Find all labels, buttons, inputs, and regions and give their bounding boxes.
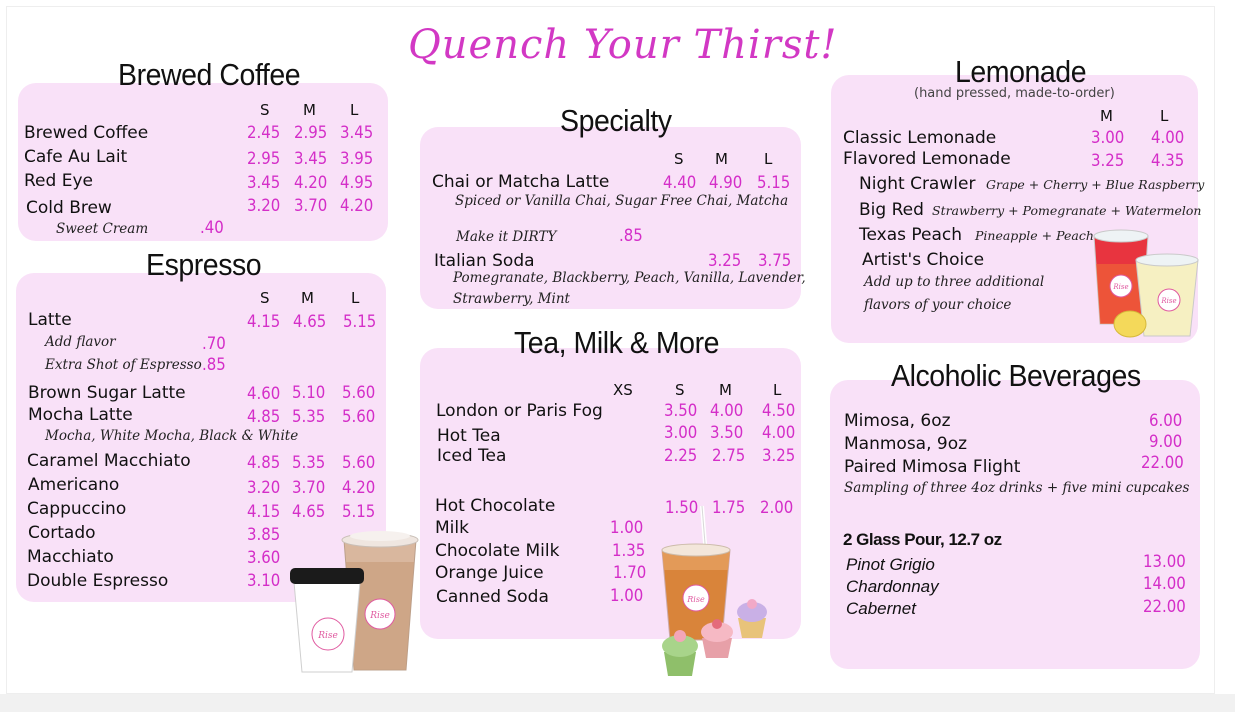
item-name: Orange Juice bbox=[435, 563, 544, 583]
price-s: 4.60 bbox=[247, 384, 281, 404]
price-m: 3.25 bbox=[1091, 151, 1125, 171]
price-l: 5.15 bbox=[342, 502, 376, 522]
wine-name: Cabernet bbox=[846, 599, 916, 618]
cup-logo-text: Rise bbox=[318, 631, 338, 641]
item-name: Iced Tea bbox=[437, 446, 507, 466]
price-l: 4.50 bbox=[762, 401, 796, 421]
addon-name: Add flavor bbox=[45, 334, 116, 350]
flavor-name: Big Red bbox=[859, 200, 924, 220]
item-name: Caramel Macchiato bbox=[27, 451, 191, 471]
price-s: 4.15 bbox=[247, 312, 281, 332]
price-l: 4.20 bbox=[342, 478, 376, 498]
price-l: 3.75 bbox=[758, 251, 792, 271]
espresso-header: Espresso bbox=[146, 247, 262, 282]
flavor-description: Strawberry + Pomegranate + Watermelon bbox=[932, 203, 1202, 218]
price-xs: 1.00 bbox=[610, 586, 644, 606]
size-s: S bbox=[260, 289, 270, 307]
price-m: 2.75 bbox=[712, 446, 746, 466]
soda-description: Pomegranate, Blackberry, Peach, Vanilla, Lavender, bbox=[453, 270, 806, 286]
lemonade-cups-image bbox=[1090, 224, 1202, 342]
price-l: 3.95 bbox=[340, 149, 374, 169]
item-price: 9.00 bbox=[1149, 432, 1183, 452]
artist-description: flavors of your choice bbox=[864, 297, 1012, 313]
item-name: Red Eye bbox=[24, 171, 93, 191]
bottom-strip bbox=[0, 694, 1235, 712]
flavor-description: Pineapple + Peach bbox=[975, 228, 1094, 243]
price-s: 4.85 bbox=[247, 453, 281, 473]
price-s: 3.60 bbox=[247, 548, 281, 568]
size-xs: XS bbox=[613, 381, 633, 399]
price-m: 4.65 bbox=[292, 502, 326, 522]
item-name: Cafe Au Lait bbox=[24, 147, 128, 167]
price-s: 1.50 bbox=[665, 498, 699, 518]
price-m: 3.70 bbox=[294, 196, 328, 216]
flavor-description: Grape + Cherry + Blue Raspberry bbox=[986, 177, 1205, 192]
price-m: 4.90 bbox=[709, 173, 743, 193]
addon-price: .70 bbox=[202, 334, 226, 354]
cup-logo-text: Rise bbox=[687, 595, 705, 604]
cup-logo-text: Rise bbox=[1113, 283, 1129, 291]
dirty-addon: Make it DIRTY bbox=[456, 229, 557, 245]
item-name: Canned Soda bbox=[436, 587, 549, 607]
brewed-coffee-header: Brewed Coffee bbox=[118, 57, 301, 92]
iced-tea-cupcakes-image bbox=[658, 500, 778, 680]
size-m: M bbox=[719, 381, 732, 399]
price-s: 3.85 bbox=[247, 525, 281, 545]
price-s: 2.45 bbox=[247, 123, 281, 143]
size-m: M bbox=[303, 101, 316, 119]
item-name: Milk bbox=[435, 518, 469, 538]
price-m: 2.95 bbox=[294, 123, 328, 143]
item-name: London or Paris Fog bbox=[436, 401, 603, 421]
price-l: 5.60 bbox=[342, 383, 376, 403]
addon-name: Sweet Cream bbox=[56, 221, 149, 237]
item-name: Macchiato bbox=[27, 547, 114, 567]
artist-description: Add up to three additional bbox=[864, 274, 1045, 290]
item-name: Double Espresso bbox=[27, 571, 169, 591]
wine-price: 13.00 bbox=[1143, 552, 1186, 572]
cup-logo-text: Rise bbox=[370, 611, 390, 621]
item-name: Brown Sugar Latte bbox=[28, 383, 186, 403]
item-name: Americano bbox=[28, 475, 120, 495]
price-l: 4.00 bbox=[762, 423, 796, 443]
coffee-cups-image bbox=[288, 522, 428, 682]
item-name: Classic Lemonade bbox=[843, 128, 997, 148]
item-name: Cappuccino bbox=[27, 499, 127, 519]
item-name: Cortado bbox=[28, 523, 96, 543]
size-m: M bbox=[715, 150, 728, 168]
price-m: 5.35 bbox=[292, 453, 326, 473]
price-m: 3.45 bbox=[294, 149, 328, 169]
size-s: S bbox=[674, 150, 684, 168]
price-m: 3.25 bbox=[708, 251, 742, 271]
item-name: Chai or Matcha Latte bbox=[432, 172, 610, 192]
item-name: Mimosa, 6oz bbox=[844, 411, 951, 431]
price-l: 4.95 bbox=[340, 173, 374, 193]
soda-description: Strawberry, Mint bbox=[453, 291, 570, 307]
price-m: 1.75 bbox=[712, 498, 746, 518]
addon-price: .40 bbox=[200, 218, 224, 238]
price-s: 2.25 bbox=[664, 446, 698, 466]
price-s: 4.85 bbox=[247, 407, 281, 427]
flight-description: Sampling of three 4oz drinks + five mini cupcakes bbox=[844, 480, 1190, 496]
price-m: 4.20 bbox=[294, 173, 328, 193]
price-s: 3.20 bbox=[247, 478, 281, 498]
price-m: 3.70 bbox=[292, 478, 326, 498]
price-s: 3.00 bbox=[664, 423, 698, 443]
item-name: Cold Brew bbox=[26, 198, 112, 218]
price-m: 4.00 bbox=[710, 401, 744, 421]
item-price: 22.00 bbox=[1141, 453, 1184, 473]
wine-name: Pinot Grigio bbox=[846, 555, 935, 574]
price-l: 5.60 bbox=[342, 407, 376, 427]
glass-pour-header: 2 Glass Pour, 12.7 oz bbox=[843, 530, 1002, 549]
size-l: L bbox=[350, 101, 359, 119]
item-name: Paired Mimosa Flight bbox=[844, 457, 1021, 477]
wine-name: Chardonnay bbox=[846, 577, 939, 596]
price-l: 5.15 bbox=[757, 173, 791, 193]
size-m: M bbox=[301, 289, 314, 307]
price-s: 3.50 bbox=[664, 401, 698, 421]
lemonade-subtitle: (hand pressed, made-to-order) bbox=[914, 86, 1115, 101]
lemonade-header: Lemonade bbox=[955, 54, 1087, 89]
price-l: 2.00 bbox=[760, 498, 794, 518]
item-name: Brewed Coffee bbox=[24, 123, 149, 143]
wine-price: 14.00 bbox=[1143, 574, 1186, 594]
size-s: S bbox=[260, 101, 270, 119]
price-l: 5.60 bbox=[342, 453, 376, 473]
price-l: 3.25 bbox=[762, 446, 796, 466]
price-xs: 1.35 bbox=[612, 541, 646, 561]
item-name: Hot Tea bbox=[437, 426, 501, 446]
size-l: L bbox=[764, 150, 773, 168]
flavor-name: Texas Peach bbox=[859, 225, 963, 245]
size-l: L bbox=[351, 289, 360, 307]
size-l: L bbox=[1160, 107, 1169, 125]
item-name: Chocolate Milk bbox=[435, 541, 560, 561]
cup-logo-text: Rise bbox=[1161, 297, 1177, 305]
price-m: 5.35 bbox=[292, 407, 326, 427]
price-s: 3.20 bbox=[247, 196, 281, 216]
price-s: 3.10 bbox=[247, 571, 281, 591]
price-xs: 1.70 bbox=[613, 563, 647, 583]
mocha-description: Mocha, White Mocha, Black & White bbox=[45, 428, 299, 444]
price-m: 3.00 bbox=[1091, 128, 1125, 148]
item-name: Hot Chocolate bbox=[435, 496, 556, 516]
item-name: Italian Soda bbox=[434, 251, 535, 271]
chai-description: Spiced or Vanilla Chai, Sugar Free Chai, Matcha bbox=[455, 193, 789, 209]
addon-price: .85 bbox=[202, 355, 226, 375]
menu-title: Quench Your Thirst! bbox=[408, 22, 838, 68]
price-l: 5.15 bbox=[343, 312, 377, 332]
price-l: 4.20 bbox=[340, 196, 374, 216]
price-m: 3.50 bbox=[710, 423, 744, 443]
item-name: Mocha Latte bbox=[28, 405, 133, 425]
dirty-price: .85 bbox=[619, 226, 643, 246]
specialty-header: Specialty bbox=[560, 103, 672, 138]
size-s: S bbox=[675, 381, 685, 399]
price-s: 3.45 bbox=[247, 173, 281, 193]
item-name: Latte bbox=[28, 310, 72, 330]
size-m: M bbox=[1100, 107, 1113, 125]
price-l: 3.45 bbox=[340, 123, 374, 143]
size-l: L bbox=[773, 381, 782, 399]
alcohol-header: Alcoholic Beverages bbox=[891, 358, 1141, 393]
item-name: Manmosa, 9oz bbox=[844, 434, 968, 454]
price-l: 4.00 bbox=[1151, 128, 1185, 148]
addon-name: Extra Shot of Espresso bbox=[45, 357, 202, 373]
price-s: 4.40 bbox=[663, 173, 697, 193]
item-name: Flavored Lemonade bbox=[843, 149, 1011, 169]
flavor-name: Artist's Choice bbox=[862, 250, 985, 270]
price-s: 2.95 bbox=[247, 149, 281, 169]
item-price: 6.00 bbox=[1149, 411, 1183, 431]
price-xs: 1.00 bbox=[610, 518, 644, 538]
wine-price: 22.00 bbox=[1143, 597, 1186, 617]
price-m: 4.65 bbox=[293, 312, 327, 332]
price-l: 4.35 bbox=[1151, 151, 1185, 171]
price-m: 5.10 bbox=[292, 383, 326, 403]
flavor-name: Night Crawler bbox=[859, 174, 976, 194]
tea-header: Tea, Milk & More bbox=[514, 325, 720, 360]
price-s: 4.15 bbox=[247, 502, 281, 522]
